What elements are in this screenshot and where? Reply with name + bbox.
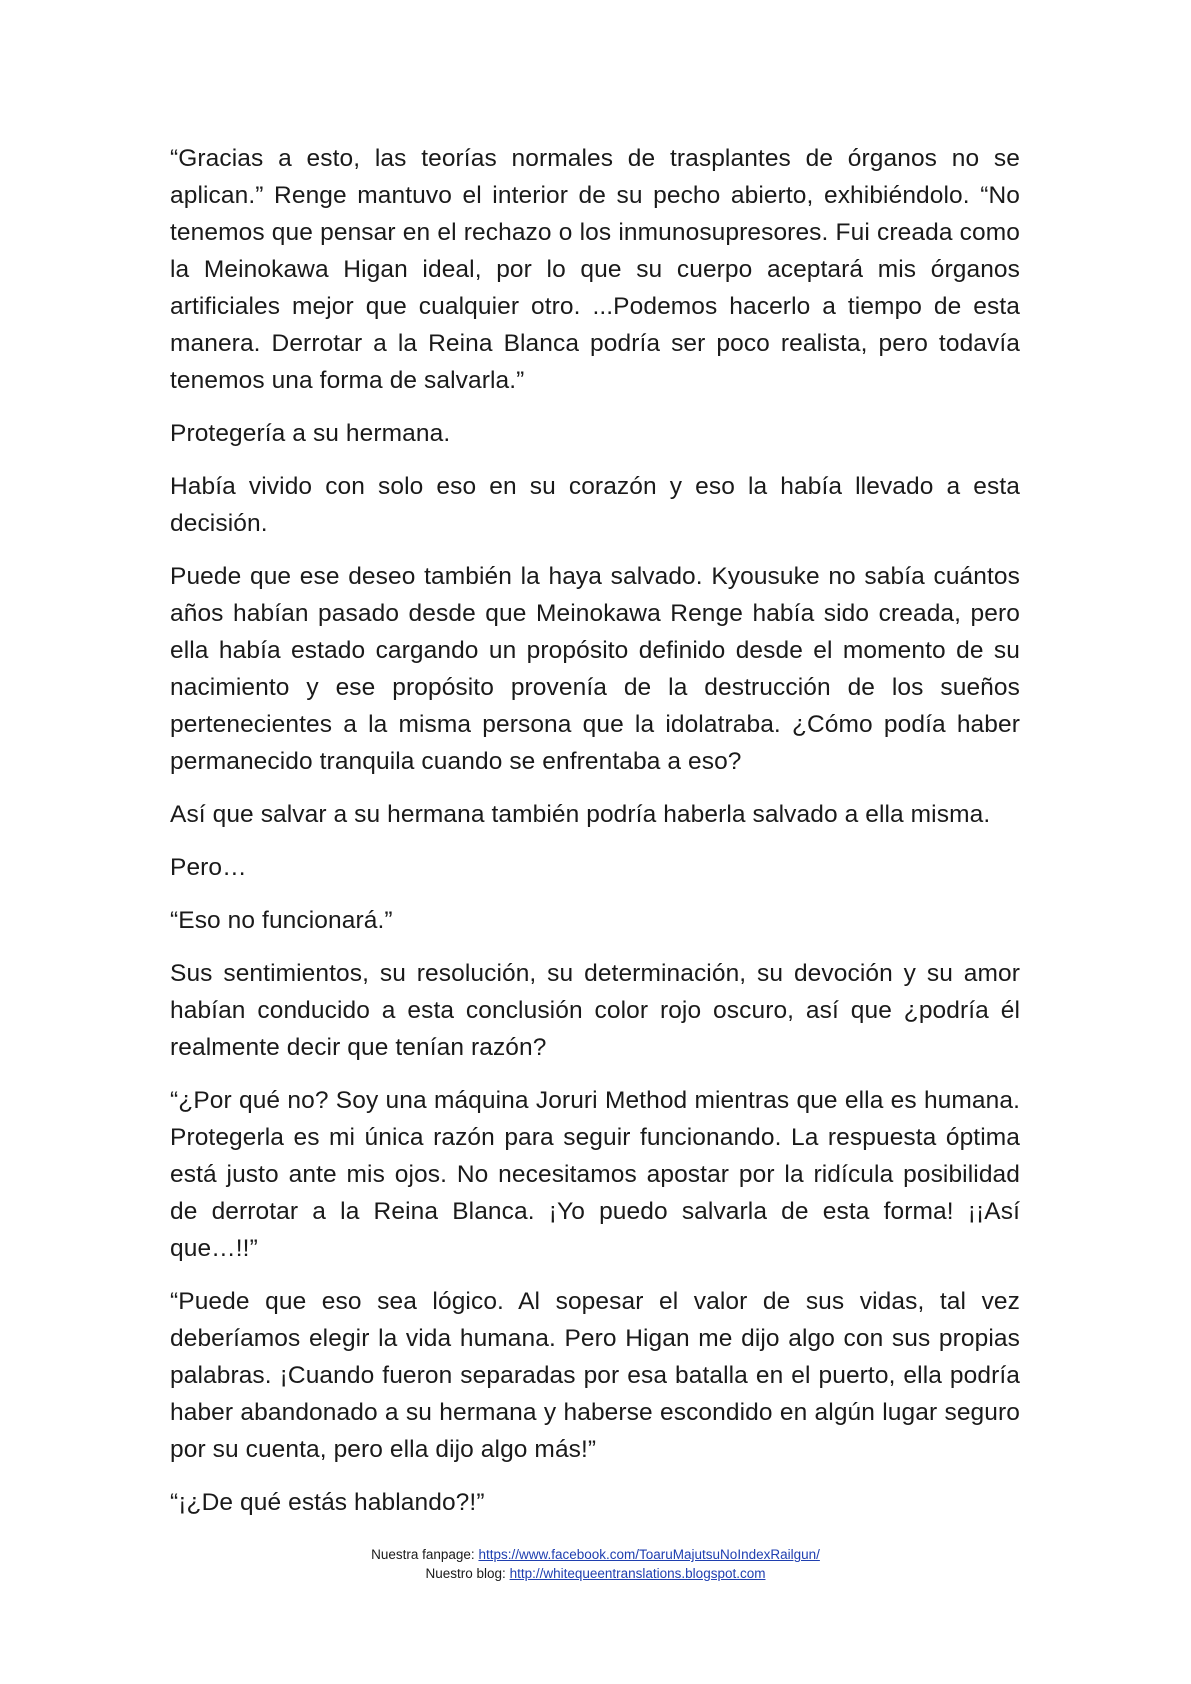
paragraph: “Gracias a esto, las teorías normales de trasplantes de órganos no se aplican.” Renge mantuvo el interior de su pecho abierto, exhibiéndolo. “No tenemos que pensar en el rechazo o los inmunosupresores. Fui creada como la Meinokawa Higan ideal, por lo que su cuerpo aceptará mis órganos artificiales mejor que cualquier otro. ...Podemos hacerlo a tiempo de esta manera. Derrotar a la Reina Blanca podría ser poco realista, pero todavía tenemos una forma de salvarla.” [170, 145, 1020, 394]
paragraph: Protegería a su hermana. [170, 420, 451, 447]
paragraph: “Eso no funcionará.” [170, 907, 393, 934]
paragraph: Había vivido con solo eso en su corazón y eso la había llevado a esta decisión. [170, 473, 1020, 537]
fanpage-line [0, 1545, 1191, 1564]
blog-label: Nuestro blog: [425, 1566, 506, 1581]
paragraph: Sus sentimientos, su resolución, su determinación, su devoción y su amor habían conducido a esta conclusión color rojo oscuro, así que ¿podría él realmente decir que tenían razón? [170, 960, 1020, 1061]
paragraph: “¿Por qué no? Soy una máquina Joruri Method mientras que ella es humana. Protegerla es mi única razón para seguir funcionando. La respuesta óptima está justo ante mis ojos. No necesitamos apostar por la ridícula posibilidad de derrotar a la Reina Blanca. ¡Yo puedo salvarla de esta forma! ¡¡Así que…!!” [170, 1087, 1020, 1262]
paragraph: Pero… [170, 854, 247, 881]
paragraph: Así que salvar a su hermana también podría haberla salvado a ella misma. [170, 801, 991, 828]
blog-line [0, 1564, 1191, 1583]
paragraph: “¡¿De qué estás hablando?!” [170, 1489, 485, 1516]
page-body [170, 140, 1020, 1537]
blog-link[interactable]: http://whitequeentranslations.blogspot.com [509, 1566, 766, 1581]
fanpage-link[interactable]: https://www.facebook.com/ToaruMajutsuNoIndexRailgun/ [478, 1547, 820, 1562]
paragraph: Puede que ese deseo también la haya salvado. Kyousuke no sabía cuántos años habían pasado desde que Meinokawa Renge había sido creada, pero ella había estado cargando un propósito definido desde el momento de su nacimiento y ese propósito provenía de la destrucción de los sueños pertenecientes a la misma persona que la idolatraba. ¿Cómo podía haber permanecido tranquila cuando se enfrentaba a eso? [170, 563, 1020, 775]
fanpage-label: Nuestra fanpage: [371, 1547, 475, 1562]
paragraph: “Puede que eso sea lógico. Al sopesar el valor de sus vidas, tal vez deberíamos elegir la vida humana. Pero Higan me dijo algo con sus propias palabras. ¡Cuando fueron separadas por esa batalla en el puerto, ella podría haber abandonado a su hermana y haberse escondido en algún lugar seguro por su cuenta, pero ella dijo algo más!” [170, 1288, 1020, 1463]
page-footer [0, 1545, 1191, 1583]
